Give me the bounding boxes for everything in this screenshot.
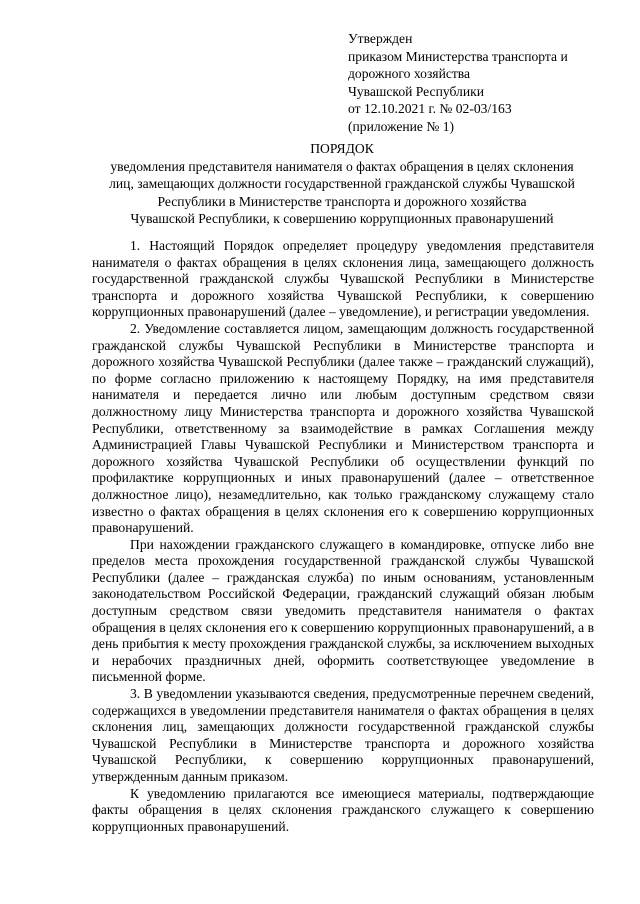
document-subtitle-line: лиц, замещающих должности государственной гражданской службы Чувашской (109, 176, 575, 192)
document-subtitle-line: Чувашской Республики, к совершению коррупционных правонарушений (130, 211, 554, 227)
document-subtitle-line: Республики в Министерстве транспорта и дорожного хозяйства (157, 193, 527, 209)
approval-line: дорожного хозяйства (348, 66, 471, 82)
approval-stamp (348, 30, 618, 136)
approval-line: Утвержден (348, 31, 413, 46)
paragraph-3: 3. В уведомлении указываются сведения, предусмотренные перечнем сведений, содержащихся в уведомлении представителя нанимателя о фактах обращения в целях склонения лиц, замещающих должности государственной гражданской службы Чувашской Республики в Министерстве транспорта и дорожного хозяйства Чувашской Республики, к совершению коррупционных правонарушений, утвержденным данным приказом. (92, 686, 594, 784)
paragraph-1: 1. Настоящий Порядок определяет процедуру уведомления представителя нанимателя о фактах обращения в целях склонения лица, замещающего должность государственной гражданской службы Чувашской Республики в Министерстве транспорта и дорожного хозяйства Чувашской Республики, к совершению коррупционных правонарушений (далее – уведомление), и регистрации уведомления. (92, 238, 594, 320)
document-body (92, 238, 594, 835)
paragraph-3-continued: К уведомлению прилагаются все имеющиеся материалы, подтверждающие факты обращения в целях склонения гражданского служащего к совершению коррупционных правонарушений. (92, 785, 594, 834)
approval-line: от 12.10.2021 г. № 02-03/163 (348, 101, 512, 117)
approval-line: Чувашской Республики (348, 83, 484, 99)
document-title (92, 140, 592, 228)
document-heading: ПОРЯДОК (310, 141, 374, 156)
approval-line: приказом Министерства транспорта и (348, 48, 568, 64)
document-subtitle-line: уведомления представителя нанимателя о фактах обращения в целях склонения (110, 158, 574, 174)
paragraph-2-continued: При нахождении гражданского служащего в командировке, отпуске либо вне пределов места прохождения государственной гражданской службы Чувашской Республики (далее – гражданская служба) по иным основаниям, установленным законодательством Российской Федерации, гражданский служащий обязан любым доступным средством связи уведомить представителя нанимателя о фактах обращения в целях склонения его к совершению коррупционных правонарушений, а в день прибытия к месту прохождения гражданской службы, за исключением выходных и нерабочих праздничных дней, оформить соответствующее уведомление в письменной форме. (92, 536, 594, 685)
approval-line: (приложение № 1) (348, 118, 455, 134)
paragraph-2: 2. Уведомление составляется лицом, замещающим должность государственной гражданской службы Чувашской Республики в Министерстве транспорта и дорожного хозяйства Чувашской Республики (далее также – гражданский служащий), по форме согласно приложению к настоящему Порядку, на имя представителя нанимателя и передается лично или любым доступным средством связи должностному лицу Министерства транспорта и дорожного хозяйства Чувашской Республики, ответственному за взаимодействие в рамках Соглашения между Администрацией Главы Чувашской Республики и Министерством транспорта и дорожного хозяйства Чувашской Республики об осуществлении функций по профилактике коррупционных и иных правонарушений (далее – ответственное должностное лицо), незамедлительно, как только гражданскому служащему стало известно о фактах обращения в целях склонения его к совершению коррупционных правонарушений. (92, 320, 594, 536)
